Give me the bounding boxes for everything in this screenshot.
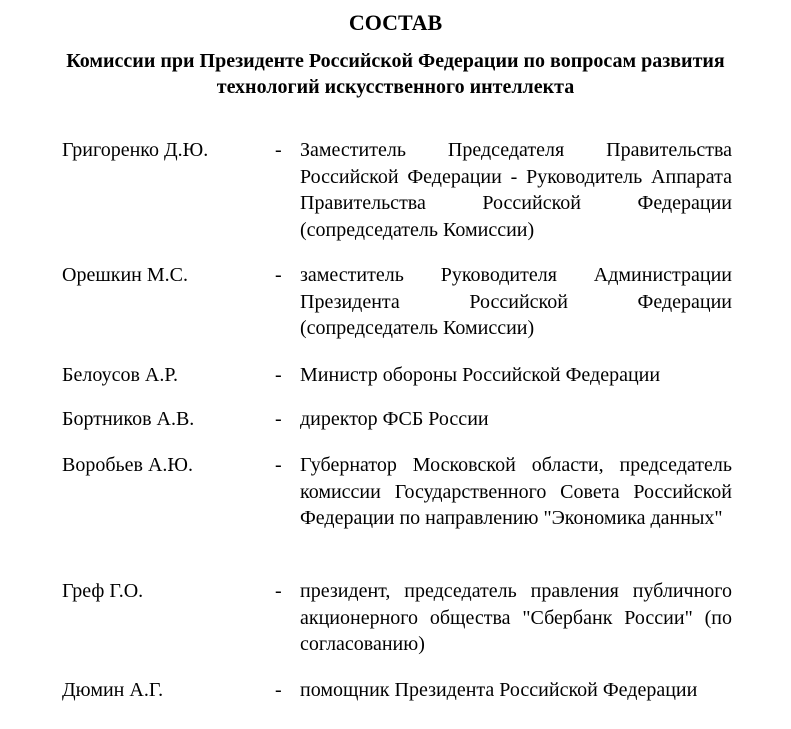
member-separator: - <box>275 364 282 386</box>
member-description: заместитель Руководителя Администрации Президента Российской Федерации (сопредседатель Комиссии) <box>300 264 732 339</box>
document-title: СОСТАВ <box>348 10 443 35</box>
document-subtitle: Комиссии при Президенте Российской Федерации по вопросам развития технологий искусственного интеллекта <box>66 50 725 98</box>
member-separator: - <box>275 264 282 286</box>
member-name: Дюмин А.Г. <box>62 679 164 701</box>
member-name: Бортников А.В. <box>62 408 195 430</box>
member-description: помощник Президента Российской Федерации <box>300 679 698 701</box>
member-name: Греф Г.О. <box>62 580 144 602</box>
member-separator: - <box>275 679 282 701</box>
member-name: Григоренко Д.Ю. <box>62 139 209 161</box>
member-separator: - <box>275 580 282 602</box>
member-name: Воробьев А.Ю. <box>62 454 193 476</box>
member-description: президент, председатель правления публичного акционерного общества "Сбербанк России" (по согласованию) <box>300 580 732 655</box>
member-description: Губернатор Московской области, председатель комиссии Государственного Совета Российской Федерации по направлению "Экономика данных" <box>300 454 732 529</box>
member-name: Орешкин М.С. <box>62 264 188 286</box>
member-description: Заместитель Председателя Правительства Российской Федерации - Руководитель Аппарата Правительства Российской Федерации (сопредседатель Комиссии) <box>300 139 732 241</box>
member-name: Белоусов А.Р. <box>62 364 178 386</box>
member-description: директор ФСБ России <box>300 408 489 430</box>
member-separator: - <box>275 139 282 161</box>
member-description: Министр обороны Российской Федерации <box>300 364 661 386</box>
member-separator: - <box>275 454 282 476</box>
member-separator: - <box>275 408 282 430</box>
